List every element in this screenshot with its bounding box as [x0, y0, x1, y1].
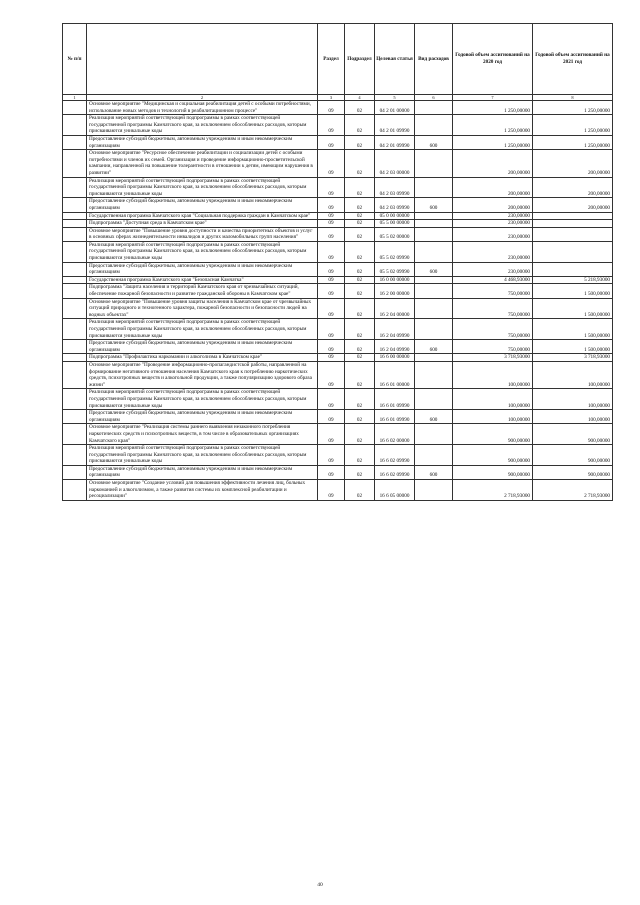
row-name: Основное мероприятие "Ресурсное обеспечение реабилитации и социализации детей с особыми потребностями и членов их семей. Организация и проведение информационно-просветительской кампании, направленной на повышение толерантности в отношении к детям, имеющим нарушения в развитии" — [87, 150, 318, 177]
row-podrazdel: 02 — [345, 465, 375, 479]
row-number — [63, 220, 87, 228]
row-amount-2020: 200,00000 — [453, 150, 533, 177]
row-amount-2021: 1 500,00000 — [533, 284, 613, 298]
row-name: Реализация мероприятий соответствующей подпрограммы в рамках соответствующей государственной программы Камчатского края, за исключением обособленных расходов, которым присваиваются уникальные коды — [87, 445, 318, 466]
row-amount-2021: 200,00000 — [533, 198, 613, 212]
row-podrazdel: 02 — [345, 135, 375, 149]
table-row — [63, 115, 613, 136]
row-amount-2021: 900,00000 — [533, 445, 613, 466]
table-row — [63, 480, 613, 501]
row-name: Предоставление субсидий бюджетным, автономным учреждениям и иным некоммерческим организациям — [87, 465, 318, 479]
row-name: Государственная программа Камчатского края "Безопасная Камчатка" — [87, 276, 318, 284]
column-number: 1 — [63, 95, 87, 101]
row-amount-2020: 200,00000 — [453, 177, 533, 198]
table-row — [63, 445, 613, 466]
row-name: Предоставление субсидий бюджетным, автономным учреждениям и иным некоммерческим организациям — [87, 135, 318, 149]
row-target-article: 16 2 04 00000 — [375, 298, 415, 319]
row-amount-2020: 100,00000 — [453, 410, 533, 424]
row-amount-2021: 1 500,00000 — [533, 298, 613, 319]
row-podrazdel: 02 — [345, 101, 375, 115]
row-amount-2020: 230,00000 — [453, 212, 533, 220]
row-podrazdel: 02 — [345, 177, 375, 198]
row-target-article: 16 6 01 00000 — [375, 361, 415, 388]
row-number — [63, 150, 87, 177]
row-amount-2020: 100,00000 — [453, 389, 533, 410]
row-expense-type — [415, 241, 453, 262]
column-number: 5 — [375, 95, 415, 101]
row-amount-2021: 3 718,93000 — [533, 354, 613, 362]
row-expense-type: 600 — [415, 465, 453, 479]
row-expense-type — [415, 177, 453, 198]
row-amount-2021 — [533, 212, 613, 220]
row-amount-2021: 100,00000 — [533, 389, 613, 410]
table-row — [63, 101, 613, 115]
row-expense-type — [415, 445, 453, 466]
row-amount-2020: 2 718,93000 — [453, 480, 533, 501]
row-amount-2021: 2 718,93000 — [533, 480, 613, 501]
table-row — [63, 410, 613, 424]
row-expense-type — [415, 115, 453, 136]
column-number: 2 — [87, 95, 318, 101]
row-name: Основное мероприятие "Проведение информационно-пропагандистской работы, направленной на формирование негативного отношения населения Камчатского края к потреблению наркотических средств, психотропных веществ и алкогольной продукции, а также популяризацию здорового образа жизни" — [87, 361, 318, 388]
table-row — [63, 284, 613, 298]
row-name: Государственная программа Камчатского края "Социальная поддержка граждан в Камчатском крае" — [87, 212, 318, 220]
row-number — [63, 284, 87, 298]
header-2021: Годовой объем ассигнований на 2021 год — [533, 24, 613, 95]
row-amount-2020: 3 718,93000 — [453, 354, 533, 362]
row-target-article: 04 2 03 09990 — [375, 177, 415, 198]
row-razdel: 09 — [318, 227, 345, 241]
row-number — [63, 410, 87, 424]
row-number — [63, 424, 87, 445]
row-podrazdel: 02 — [345, 340, 375, 354]
row-target-article: 04 2 01 09990 — [375, 115, 415, 136]
row-amount-2020: 750,00000 — [453, 319, 533, 340]
row-razdel: 09 — [318, 361, 345, 388]
row-number — [63, 241, 87, 262]
row-target-article: 16 6 01 09990 — [375, 389, 415, 410]
row-name: Предоставление субсидий бюджетным, автономным учреждениям и иным некоммерческим организациям — [87, 410, 318, 424]
row-target-article: 05 5 02 00000 — [375, 227, 415, 241]
row-expense-type — [415, 361, 453, 388]
row-razdel: 09 — [318, 198, 345, 212]
row-name: Подпрограмма "Защита населения и территорий Камчатского края от чрезвычайных ситуаций, обеспечение пожарной безопасности и развитие гражданской обороны в Камчатском крае" — [87, 284, 318, 298]
row-target-article: 04 2 01 09990 — [375, 135, 415, 149]
row-razdel: 09 — [318, 150, 345, 177]
row-name: Реализация мероприятий соответствующей подпрограммы в рамках соответствующей государственной программы Камчатского края, за исключением обособленных расходов, которым присваиваются уникальные коды — [87, 115, 318, 136]
row-podrazdel: 02 — [345, 298, 375, 319]
row-number — [63, 361, 87, 388]
row-number — [63, 227, 87, 241]
row-amount-2020: 230,00000 — [453, 241, 533, 262]
row-podrazdel: 02 — [345, 115, 375, 136]
row-expense-type — [415, 220, 453, 228]
table-row — [63, 177, 613, 198]
row-podrazdel: 02 — [345, 227, 375, 241]
row-name: Основное мероприятие "Создание условий для повышения эффективности лечения лиц, больных наркоманией и алкоголизмом, а также развития системы их комплексной реабилитации и ресоциализации" — [87, 480, 318, 501]
row-expense-type — [415, 227, 453, 241]
row-amount-2021: 1 250,00000 — [533, 115, 613, 136]
row-razdel: 09 — [318, 410, 345, 424]
row-razdel: 09 — [318, 115, 345, 136]
row-name: Предоставление субсидий бюджетным, автономным учреждениям и иным некоммерческим организациям — [87, 340, 318, 354]
row-expense-type — [415, 212, 453, 220]
row-razdel: 09 — [318, 319, 345, 340]
row-amount-2021 — [533, 262, 613, 276]
row-razdel: 09 — [318, 389, 345, 410]
row-target-article: 16 6 02 09990 — [375, 465, 415, 479]
row-number — [63, 276, 87, 284]
row-razdel: 09 — [318, 220, 345, 228]
row-amount-2021: 100,00000 — [533, 410, 613, 424]
row-amount-2020: 900,00000 — [453, 445, 533, 466]
row-amount-2021: 900,00000 — [533, 465, 613, 479]
table-row — [63, 220, 613, 228]
row-amount-2020: 230,00000 — [453, 227, 533, 241]
row-amount-2021: 1 250,00000 — [533, 101, 613, 115]
table-row — [63, 354, 613, 362]
row-amount-2021: 900,00000 — [533, 424, 613, 445]
table-row — [63, 198, 613, 212]
row-number — [63, 340, 87, 354]
row-target-article: 16 2 04 09990 — [375, 340, 415, 354]
row-podrazdel: 02 — [345, 480, 375, 501]
row-name: Предоставление субсидий бюджетным, автономным учреждениям и иным некоммерческим организациям — [87, 198, 318, 212]
row-number — [63, 445, 87, 466]
table-row — [63, 361, 613, 388]
page-number: 40 — [317, 882, 323, 888]
row-razdel: 09 — [318, 298, 345, 319]
table-row — [63, 212, 613, 220]
row-expense-type: 600 — [415, 198, 453, 212]
row-target-article: 16 6 02 09990 — [375, 445, 415, 466]
row-razdel: 09 — [318, 241, 345, 262]
row-amount-2021: 200,00000 — [533, 177, 613, 198]
row-target-article: 05 5 00 00000 — [375, 220, 415, 228]
table-row — [63, 340, 613, 354]
row-amount-2021: 100,00000 — [533, 361, 613, 388]
row-target-article: 16 6 05 00000 — [375, 480, 415, 501]
row-number — [63, 177, 87, 198]
row-name: Реализация мероприятий соответствующей подпрограммы в рамках соответствующей государственной программы Камчатского края, за исключением обособленных расходов, которым присваиваются уникальные коды — [87, 241, 318, 262]
row-podrazdel: 02 — [345, 361, 375, 388]
budget-table — [62, 23, 613, 501]
header-target-article: Целевая статья — [375, 24, 415, 95]
table-header-row — [63, 24, 613, 95]
table-row — [63, 424, 613, 445]
row-name: Основное мероприятие "Повышение уровня защиты населения в Камчатском крае от чрезвычайных ситуаций природного и техногенного характера, пожарной безопасности и безопасности людей на водных объектах" — [87, 298, 318, 319]
row-razdel: 09 — [318, 465, 345, 479]
header-expense-type: Вид расходов — [415, 24, 453, 95]
row-podrazdel: 02 — [345, 241, 375, 262]
row-podrazdel: 02 — [345, 284, 375, 298]
row-expense-type — [415, 150, 453, 177]
row-podrazdel: 02 — [345, 410, 375, 424]
row-expense-type: 600 — [415, 135, 453, 149]
row-podrazdel: 02 — [345, 424, 375, 445]
row-amount-2021 — [533, 227, 613, 241]
row-name: Основное мероприятие "Медицинская и социальная реабилитация детей с особыми потребностями, использование новых методов и технологий в реабилитационном процессе" — [87, 101, 318, 115]
row-podrazdel: 02 — [345, 354, 375, 362]
header-no: № п/п — [63, 24, 87, 95]
row-podrazdel: 02 — [345, 262, 375, 276]
row-target-article: 16 6 02 00000 — [375, 424, 415, 445]
column-number: 8 — [533, 95, 613, 101]
row-amount-2020: 230,00000 — [453, 262, 533, 276]
table-row — [63, 241, 613, 262]
document-page — [62, 23, 612, 501]
row-expense-type: 600 — [415, 262, 453, 276]
row-number — [63, 298, 87, 319]
row-amount-2020: 1 250,00000 — [453, 135, 533, 149]
row-amount-2021: 1 500,00000 — [533, 340, 613, 354]
row-razdel: 09 — [318, 276, 345, 284]
row-expense-type — [415, 319, 453, 340]
row-razdel: 09 — [318, 424, 345, 445]
row-number — [63, 319, 87, 340]
row-amount-2021 — [533, 220, 613, 228]
row-amount-2021: 1 500,00000 — [533, 319, 613, 340]
table-row — [63, 150, 613, 177]
row-amount-2020: 900,00000 — [453, 424, 533, 445]
row-podrazdel: 02 — [345, 220, 375, 228]
row-name: Реализация мероприятий соответствующей подпрограммы в рамках соответствующей государственной программы Камчатского края, за исключением обособленных расходов, которым присваиваются уникальные коды — [87, 389, 318, 410]
row-podrazdel: 02 — [345, 150, 375, 177]
row-amount-2020: 1 250,00000 — [453, 101, 533, 115]
row-number — [63, 198, 87, 212]
table-row — [63, 276, 613, 284]
column-number: 3 — [318, 95, 345, 101]
row-number — [63, 115, 87, 136]
row-amount-2020: 100,00000 — [453, 361, 533, 388]
row-amount-2021: 200,00000 — [533, 150, 613, 177]
row-podrazdel: 02 — [345, 276, 375, 284]
header-razdel: Раздел — [318, 24, 345, 95]
row-razdel: 09 — [318, 177, 345, 198]
row-razdel: 09 — [318, 212, 345, 220]
row-amount-2020: 750,00000 — [453, 340, 533, 354]
row-name: Основное мероприятие "Реализация системы раннего выявления незаконного потребления наркотических средств и психотропных веществ, в том числе в образовательных организациях Камчатского края" — [87, 424, 318, 445]
row-podrazdel: 02 — [345, 212, 375, 220]
row-expense-type — [415, 424, 453, 445]
row-target-article: 16 0 00 00000 — [375, 276, 415, 284]
row-target-article: 04 2 01 00000 — [375, 101, 415, 115]
row-razdel: 09 — [318, 445, 345, 466]
row-razdel: 09 — [318, 101, 345, 115]
column-number: 4 — [345, 95, 375, 101]
row-expense-type — [415, 480, 453, 501]
header-2020: Годовой объем ассигнований на 2020 год — [453, 24, 533, 95]
row-target-article: 16 2 00 00000 — [375, 284, 415, 298]
row-target-article: 05 0 00 00000 — [375, 212, 415, 220]
header-name — [87, 24, 318, 95]
row-amount-2020: 750,00000 — [453, 298, 533, 319]
table-row — [63, 135, 613, 149]
row-number — [63, 135, 87, 149]
row-amount-2020: 900,00000 — [453, 465, 533, 479]
row-name: Подпрограмма "Доступная среда в Камчатском крае" — [87, 220, 318, 228]
row-expense-type — [415, 284, 453, 298]
row-amount-2021: 5 218,93000 — [533, 276, 613, 284]
row-target-article: 16 6 00 00000 — [375, 354, 415, 362]
row-number — [63, 101, 87, 115]
table-row — [63, 227, 613, 241]
row-target-article: 16 2 04 09990 — [375, 319, 415, 340]
row-amount-2020: 750,00000 — [453, 284, 533, 298]
row-expense-type — [415, 389, 453, 410]
row-number — [63, 465, 87, 479]
row-number — [63, 389, 87, 410]
row-target-article: 04 2 03 00000 — [375, 150, 415, 177]
row-name: Предоставление субсидий бюджетным, автономным учреждениям и иным некоммерческим организациям — [87, 262, 318, 276]
row-number — [63, 262, 87, 276]
row-target-article: 04 2 03 09990 — [375, 198, 415, 212]
row-podrazdel: 02 — [345, 445, 375, 466]
table-row — [63, 262, 613, 276]
row-expense-type — [415, 101, 453, 115]
row-number — [63, 354, 87, 362]
row-expense-type — [415, 354, 453, 362]
row-razdel: 09 — [318, 354, 345, 362]
row-target-article: 05 5 02 09990 — [375, 262, 415, 276]
row-razdel: 09 — [318, 340, 345, 354]
row-amount-2020: 230,00000 — [453, 220, 533, 228]
row-target-article: 16 6 01 09990 — [375, 410, 415, 424]
row-name: Реализация мероприятий соответствующей подпрограммы в рамках соответствующей государственной программы Камчатского края, за исключением обособленных расходов, которым присваиваются уникальные коды — [87, 319, 318, 340]
row-razdel: 09 — [318, 135, 345, 149]
row-number — [63, 212, 87, 220]
row-expense-type: 600 — [415, 340, 453, 354]
column-number: 6 — [415, 95, 453, 101]
row-amount-2020: 200,00000 — [453, 198, 533, 212]
table-row — [63, 389, 613, 410]
row-name: Подпрограмма "Профилактика наркомании и алкоголизма в Камчатском крае" — [87, 354, 318, 362]
row-target-article: 05 5 02 09990 — [375, 241, 415, 262]
row-name: Реализация мероприятий соответствующей подпрограммы в рамках соответствующей государственной программы Камчатского края, за исключением обособленных расходов, которым присваиваются уникальные коды — [87, 177, 318, 198]
row-number — [63, 480, 87, 501]
row-amount-2021 — [533, 241, 613, 262]
row-podrazdel: 02 — [345, 389, 375, 410]
row-podrazdel: 02 — [345, 319, 375, 340]
row-amount-2021: 1 250,00000 — [533, 135, 613, 149]
row-expense-type — [415, 298, 453, 319]
column-number: 7 — [453, 95, 533, 101]
row-razdel: 09 — [318, 480, 345, 501]
row-name: Основное мероприятие "Повышение уровня доступности и качества приоритетных объектов и услуг в основных сферах жизнедеятельности инвалидов и других маломобильных групп населения" — [87, 227, 318, 241]
table-row — [63, 298, 613, 319]
table-row — [63, 319, 613, 340]
header-podrazdel: Подраздел — [345, 24, 375, 95]
row-expense-type: 600 — [415, 410, 453, 424]
table-row — [63, 465, 613, 479]
row-razdel: 09 — [318, 284, 345, 298]
row-expense-type — [415, 276, 453, 284]
row-amount-2020: 1 250,00000 — [453, 115, 533, 136]
row-razdel: 09 — [318, 262, 345, 276]
row-podrazdel: 02 — [345, 198, 375, 212]
row-amount-2020: 4 468,93000 — [453, 276, 533, 284]
